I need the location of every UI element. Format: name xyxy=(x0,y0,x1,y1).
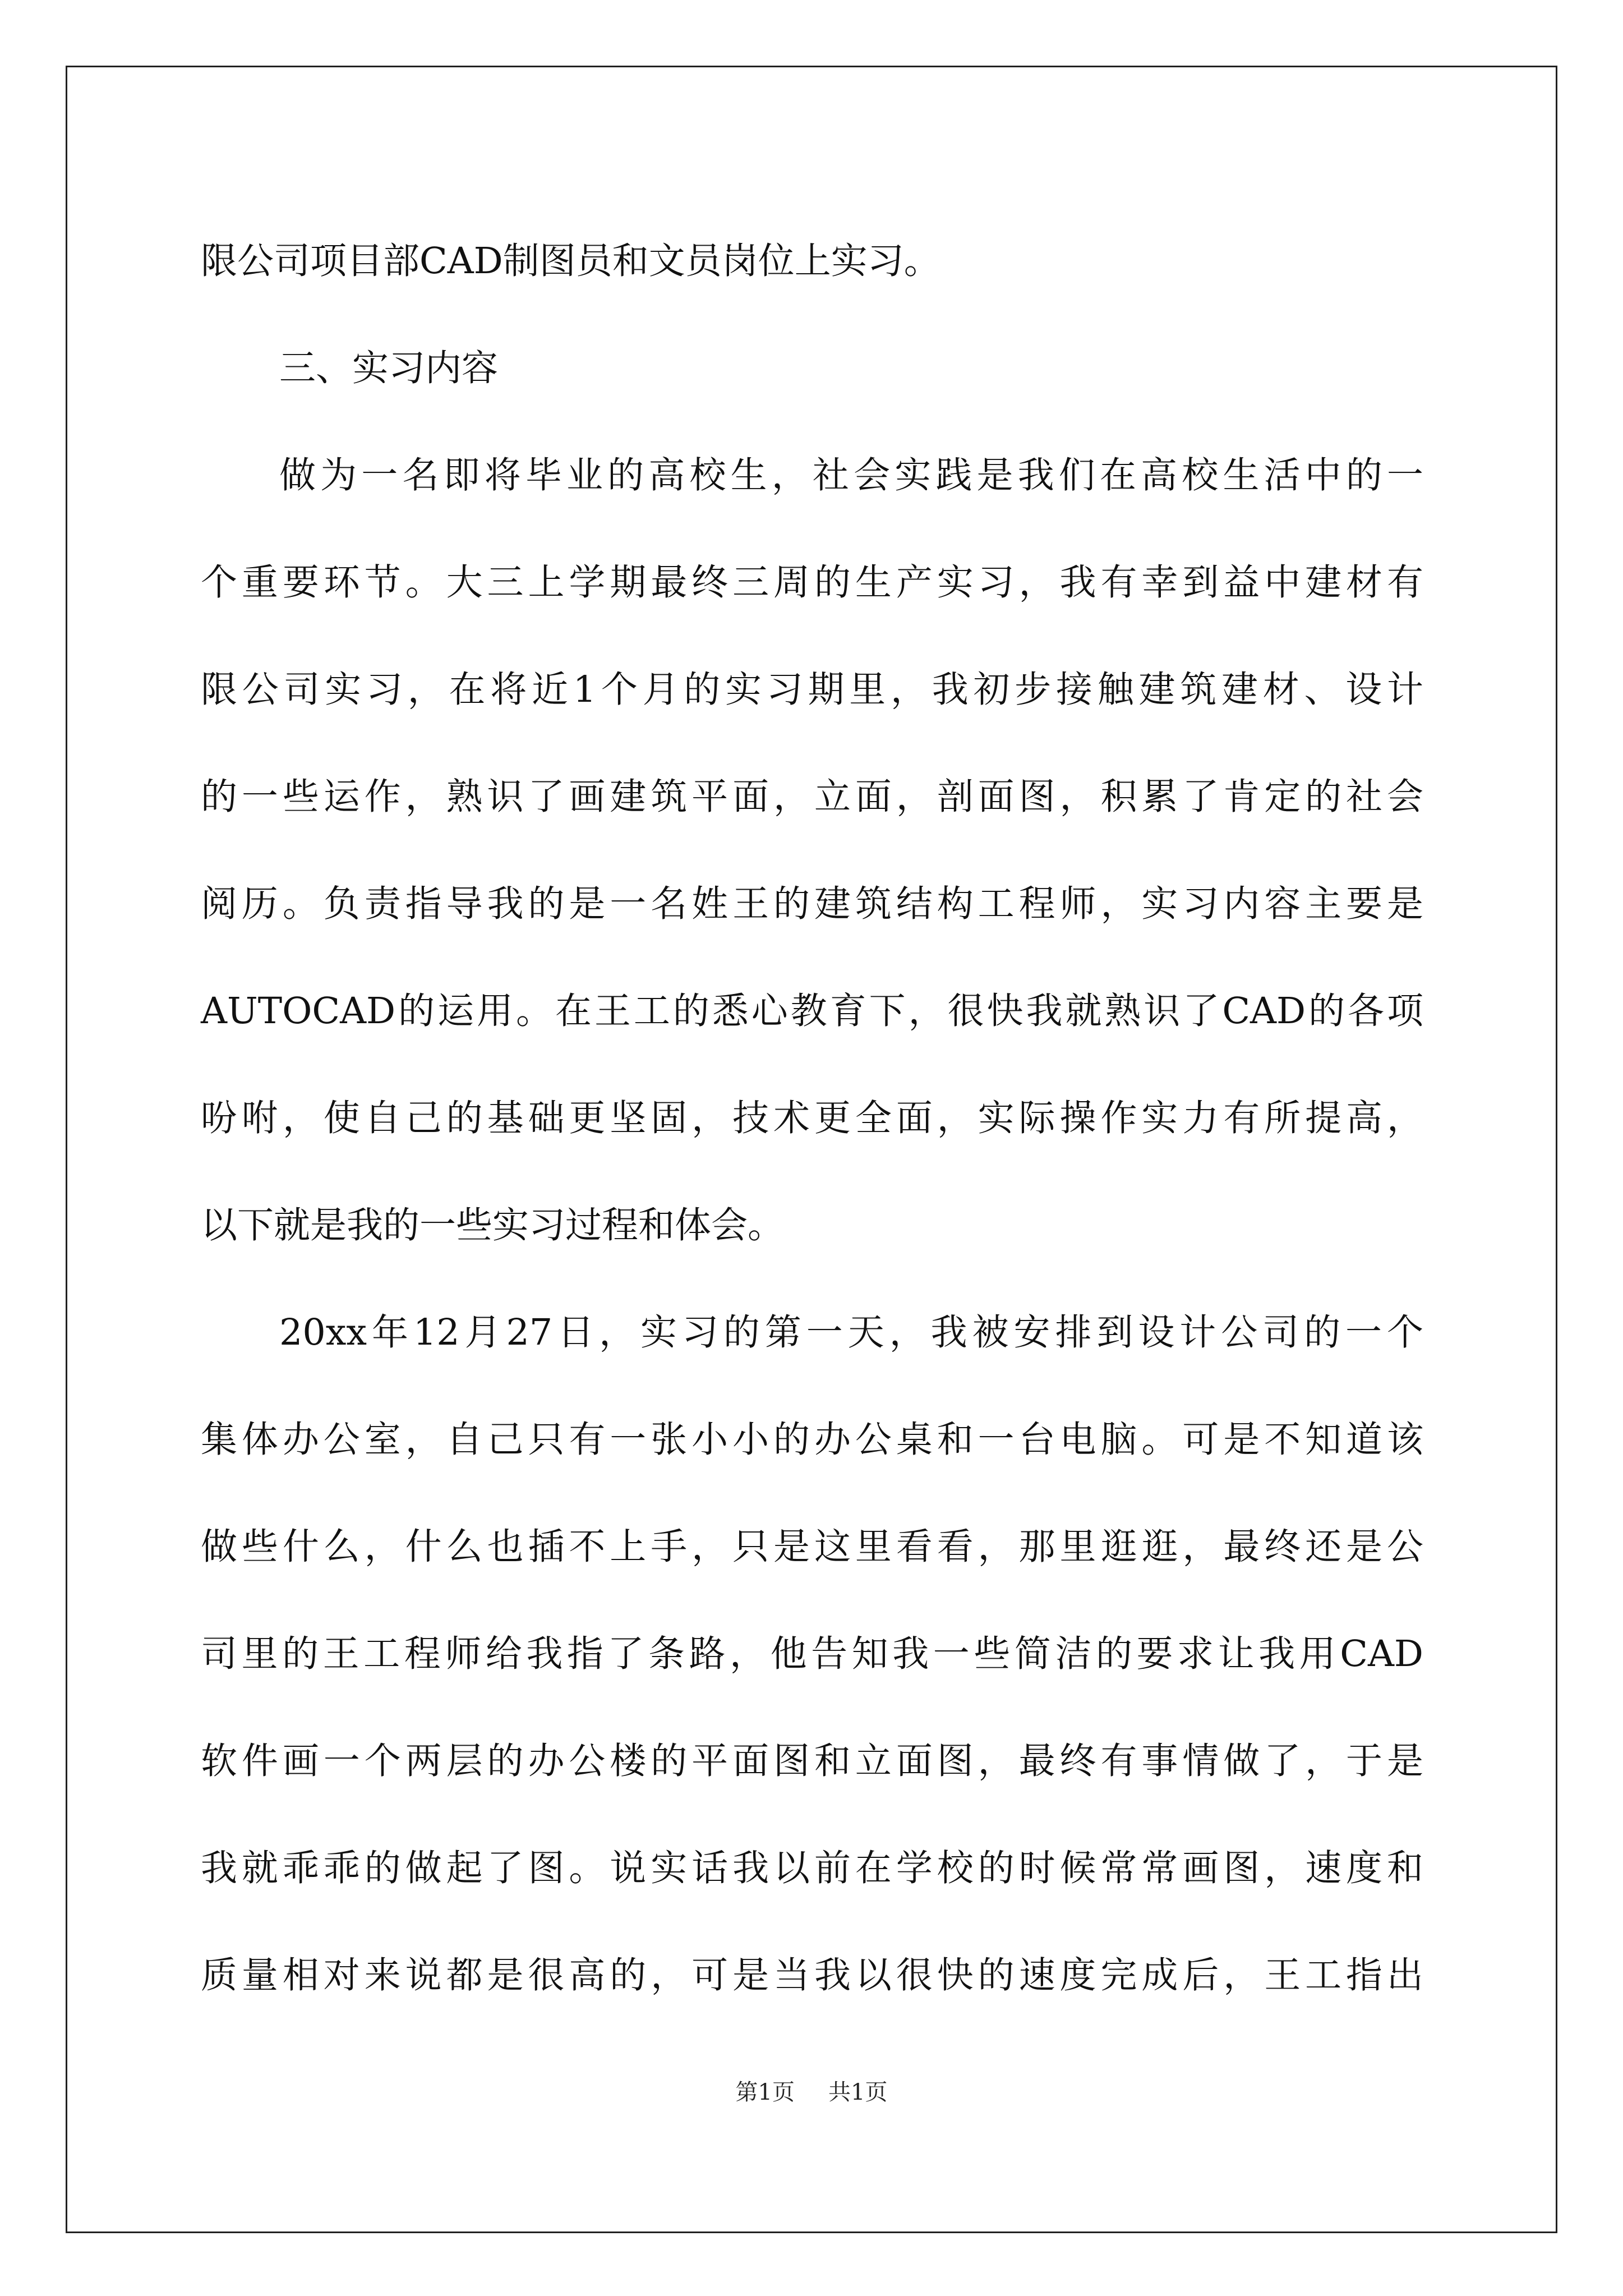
section-heading: 三、实习内容 xyxy=(279,347,499,389)
text-line: 做些什么，什么也插不上手，只是这里看看，那里逛逛，最终还是公 xyxy=(201,1526,1423,1568)
text-line: 吩咐，使自己的基础更坚固，技术更全面，实际操作实力有所提高， xyxy=(201,1097,1423,1139)
text-line: AUTOCAD的运用。在王工的悉心教育下，很快我就熟识了CAD的各项 xyxy=(201,990,1423,1032)
text-line: 阅历。负责指导我的是一名姓王的建筑结构工程师，实习内容主要是 xyxy=(201,883,1423,925)
page-footer xyxy=(0,2077,1623,2108)
text-line: 限公司项目部CAD制图员和文员岗位上实习。 xyxy=(201,240,940,282)
text-line: 集体办公室，自己只有一张小小的办公桌和一台电脑。可是不知道该 xyxy=(201,1419,1423,1461)
text-line: 我就乖乖的做起了图。说实话我以前在学校的时候常常画图，速度和 xyxy=(201,1847,1423,1889)
text-line: 质量相对来说都是很高的，可是当我以很快的速度完成后，王工指出 xyxy=(201,1954,1423,1996)
page-total: 共1页 xyxy=(828,2079,888,2105)
document-body xyxy=(201,208,1423,2029)
text-line: 的一些运作，熟识了画建筑平面，立面，剖面图，积累了肯定的社会 xyxy=(201,776,1423,818)
text-line: 做为一名即将毕业的高校生，社会实践是我们在高校生活中的一 xyxy=(279,454,1423,496)
page-number: 第1页 xyxy=(735,2079,795,2105)
text-line: 20xx年12月27日，实习的第一天，我被安排到设计公司的一个 xyxy=(279,1312,1423,1354)
text-line: 限公司实习，在将近1个月的实习期里，我初步接触建筑建材、设计 xyxy=(201,669,1423,711)
text-line: 以下就是我的一些实习过程和体会。 xyxy=(201,1204,785,1246)
text-line: 司里的王工程师给我指了条路，他告知我一些简洁的要求让我用CAD xyxy=(201,1633,1423,1675)
text-line: 软件画一个两层的办公楼的平面图和立面图，最终有事情做了，于是 xyxy=(201,1740,1423,1782)
text-line: 个重要环节。大三上学期最终三周的生产实习，我有幸到益中建材有 xyxy=(201,562,1423,604)
